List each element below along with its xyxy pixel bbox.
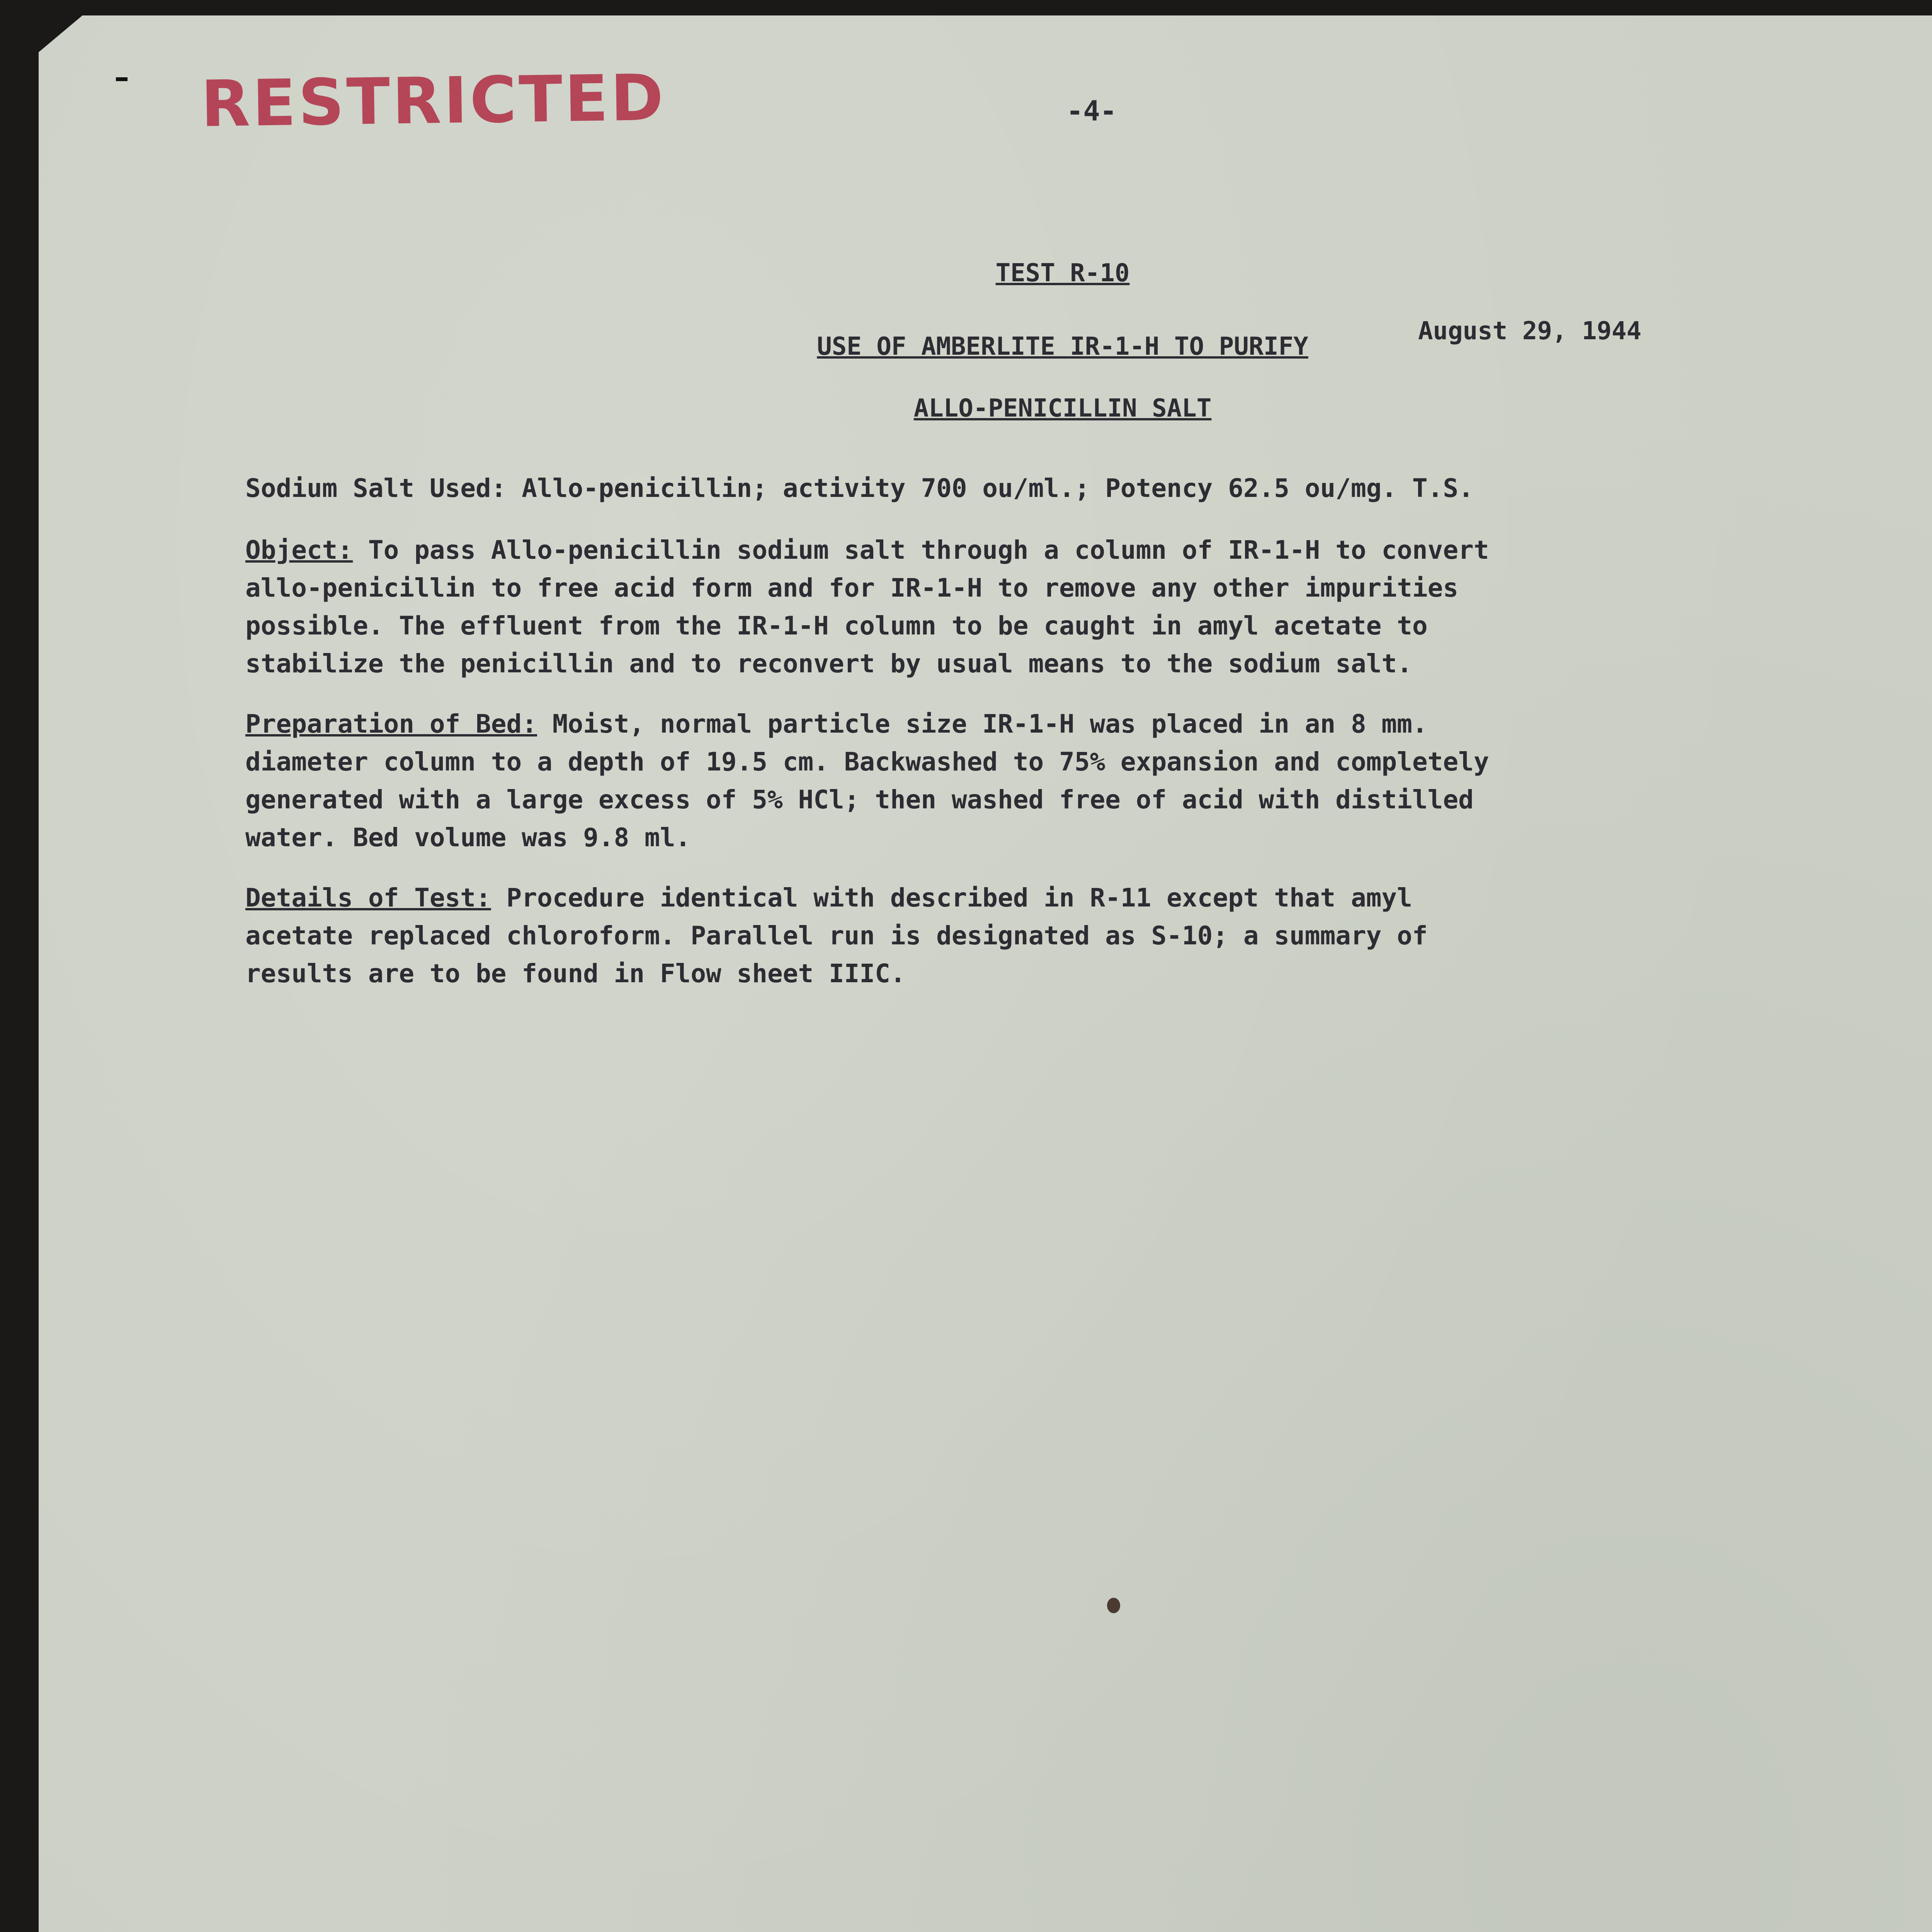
details-paragraph — [245, 879, 1868, 993]
subtitle-line-1: USE OF AMBERLITE IR-1-H TO PURIFY — [817, 332, 1308, 361]
subtitle-line-2: ALLO-PENICILLIN SALT — [913, 394, 1212, 423]
document-date: August 29, 1944 — [1418, 317, 1641, 345]
test-title: TEST R-10 — [995, 259, 1130, 287]
object-paragraph — [245, 531, 1868, 683]
object-text: To pass Allo-penicillin sodium salt through a column of IR-1-H to convert allo-penicillin to free acid form and for IR-1-H to remove any other impurities possible. The effluent from the IR-1-H column to be caught in amyl acetate to stabilize the penicillin and to reconvert by usual means to the sodium salt. — [245, 535, 1489, 679]
restricted-stamp: RESTRICTED — [200, 60, 667, 141]
sodium-salt-label: Sodium Salt Used: — [245, 473, 507, 503]
details-text: Procedure identical with described in R-11 except that amyl acetate replaced chloroform. Parallel run is designated as S-10; a summary of results are to be found in Flow sheet IIIC. — [245, 883, 1428, 988]
details-label: Details of Test: — [245, 883, 491, 913]
page-number: -4- — [1066, 95, 1117, 127]
preparation-text: Moist, normal particle size IR-1-H was placed in an 8 mm. diameter column to a depth of 19.5 cm. Backwashed to 75% expansion and completely generated with a large excess of 5% HCl; then washed free of acid with distilled water. Bed volume was 9.8 ml. — [245, 709, 1489, 852]
ink-smudge — [1107, 1598, 1120, 1613]
preparation-label: Preparation of Bed: — [245, 709, 537, 739]
sodium-salt-paragraph — [245, 469, 1868, 507]
object-label: Object: — [245, 535, 353, 565]
sodium-salt-text: Allo-penicillin; activity 700 ou/ml.; Potency 62.5 ou/mg. T.S. — [506, 473, 1474, 503]
preparation-paragraph — [245, 705, 1868, 857]
